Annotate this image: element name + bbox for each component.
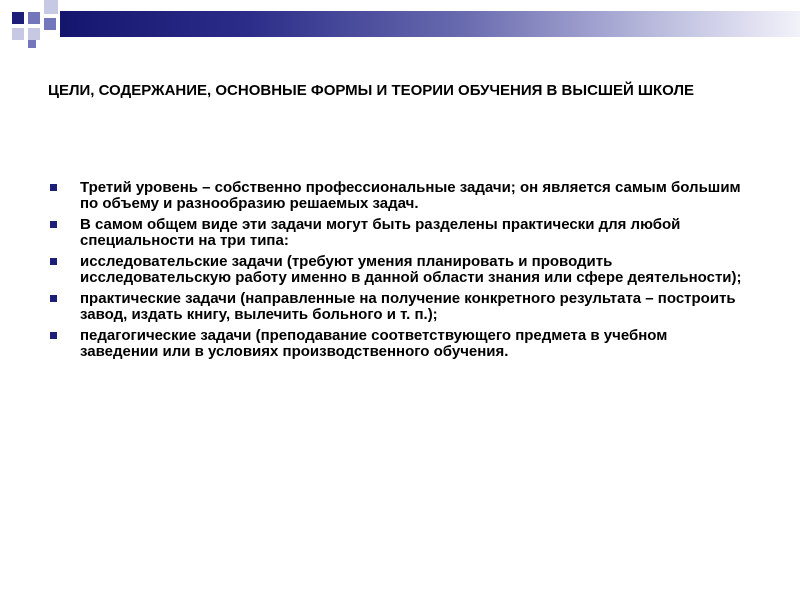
- square-bullet-icon: [50, 295, 57, 302]
- decor-square: [44, 0, 58, 14]
- slide-title: ЦЕЛИ, СОДЕРЖАНИЕ, ОСНОВНЫЕ ФОРМЫ И ТЕОРИИ ОБУЧЕНИЯ В ВЫСШЕЙ ШКОЛЕ: [48, 82, 694, 99]
- list-item-text: исследовательские задачи (требуют умения планировать и проводить исследовательскую работу именно в данной области знания или сфере деятельности);: [80, 253, 742, 286]
- list-item: [48, 217, 748, 249]
- header-gradient-bar: [60, 11, 800, 37]
- list-item: [48, 180, 748, 212]
- list-item: [48, 254, 748, 286]
- list-item-text: Третий уровень – собственно профессиональные задачи; он является самым большим по объему и разнообразию решаемых задач.: [80, 179, 741, 212]
- square-bullet-icon: [50, 332, 57, 339]
- bullet-list: [48, 180, 748, 365]
- list-item-text: практические задачи (направленные на получение конкретного результата – построить завод, издать книгу, вылечить больного и т. п.);: [80, 290, 736, 323]
- decor-square: [44, 18, 56, 30]
- square-bullet-icon: [50, 221, 57, 228]
- decor-square: [12, 28, 24, 40]
- list-item-text: В самом общем виде эти задачи могут быть разделены практически для любой специальности на три типа:: [80, 216, 681, 249]
- decor-square: [12, 12, 24, 24]
- list-item-text: педагогические задачи (преподавание соответствующего предмета в учебном заведении или в условиях производственного обучения.: [80, 327, 668, 360]
- square-bullet-icon: [50, 258, 57, 265]
- decor-square: [28, 28, 40, 40]
- list-item: [48, 291, 748, 323]
- square-bullet-icon: [50, 184, 57, 191]
- list-item: [48, 328, 748, 360]
- decor-square: [28, 12, 40, 24]
- decor-square: [28, 40, 36, 48]
